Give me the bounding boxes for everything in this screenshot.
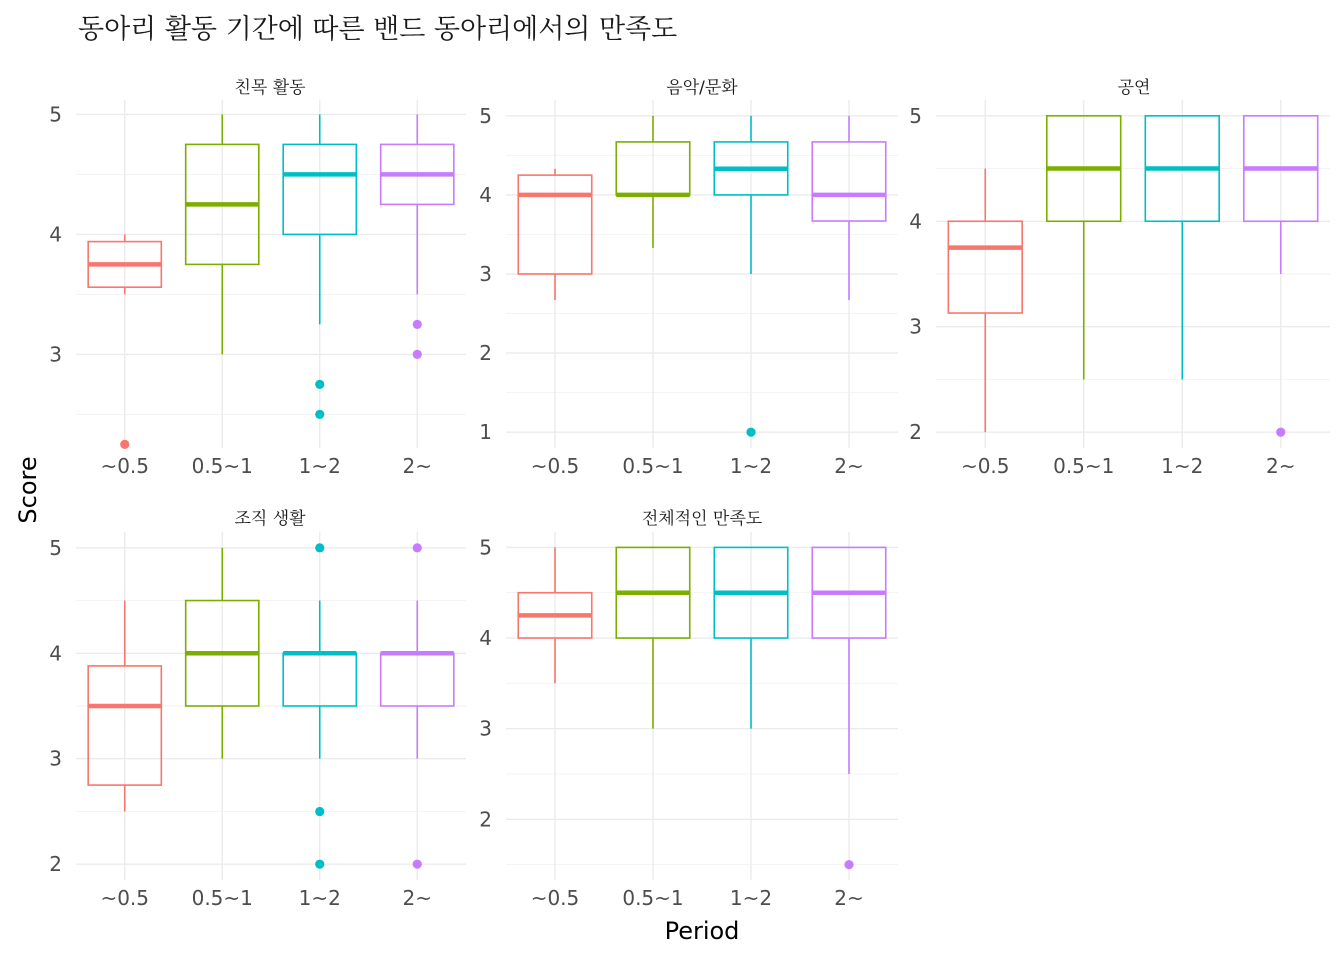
y-tick-label: 5	[479, 103, 492, 128]
y-tick-label: 5	[49, 102, 62, 127]
outlier-point	[844, 860, 853, 869]
facet-panel	[479, 508, 898, 910]
x-tick-label: 1~2	[298, 454, 341, 478]
outlier-point	[1276, 428, 1285, 437]
x-tick-label: 1~2	[1161, 454, 1204, 478]
x-axis-title: Period	[664, 917, 740, 945]
y-tick-label: 5	[479, 535, 492, 560]
x-tick-label: 1~2	[729, 454, 773, 478]
y-tick-label: 4	[49, 641, 62, 666]
x-tick-label: 0.5~1	[191, 886, 253, 910]
y-axis-title: Score	[14, 456, 42, 524]
x-tick-label: 2~	[834, 454, 864, 478]
x-tick-label: 2~	[402, 886, 432, 910]
x-tick-label: 2~	[402, 454, 432, 478]
y-tick-label: 4	[479, 626, 492, 651]
boxplot-0.5~1	[186, 548, 259, 759]
x-tick-label: ~0.5	[100, 886, 150, 910]
facet-panel	[49, 77, 466, 478]
y-tick-label: 3	[49, 342, 62, 367]
outlier-point	[413, 320, 422, 329]
facet-panel	[49, 508, 466, 910]
y-tick-label: 1	[479, 420, 492, 445]
y-tick-label: 4	[479, 182, 492, 207]
outlier-point	[315, 860, 324, 869]
x-tick-label: ~0.5	[530, 454, 580, 478]
facet-panel	[479, 77, 898, 478]
outlier-point	[315, 410, 324, 419]
x-tick-label: 0.5~1	[191, 454, 253, 478]
x-tick-label: 2~	[834, 886, 864, 910]
x-tick-label: 0.5~1	[622, 886, 684, 910]
outlier-point	[746, 428, 755, 437]
x-tick-label: 1~2	[298, 886, 341, 910]
panel-title: 공연	[1117, 78, 1151, 98]
panel-title: 조직 생활	[234, 509, 306, 529]
y-tick-label: 3	[909, 314, 922, 339]
outlier-point	[413, 350, 422, 359]
outlier-point	[120, 440, 129, 449]
y-tick-label: 3	[479, 716, 492, 741]
boxplot-~0.5	[518, 547, 592, 683]
y-tick-label: 2	[479, 341, 492, 366]
outlier-point	[413, 860, 422, 869]
x-tick-label: 0.5~1	[622, 454, 684, 478]
x-tick-label: ~0.5	[960, 454, 1010, 478]
facet-panel	[909, 77, 1330, 478]
outlier-point	[315, 380, 324, 389]
y-tick-label: 2	[909, 420, 922, 445]
x-tick-label: 1~2	[729, 886, 773, 910]
y-tick-label: 3	[479, 262, 492, 286]
y-tick-label: 2	[479, 807, 492, 832]
outlier-point	[315, 807, 324, 816]
y-tick-label: 5	[49, 535, 62, 560]
x-tick-label: 0.5~1	[1053, 454, 1115, 478]
panel-title: 음악/문화	[666, 78, 738, 98]
chart-title: 동아리 활동 기간에 따른 밴드 동아리에서의 만족도	[78, 14, 678, 45]
y-tick-label: 2	[49, 852, 62, 877]
panel-title: 전체적인 만족도	[641, 509, 763, 529]
outlier-point	[413, 543, 422, 552]
outlier-point	[315, 543, 324, 552]
y-tick-label: 5	[909, 103, 922, 128]
x-tick-label: ~0.5	[530, 886, 580, 910]
y-tick-label: 4	[49, 222, 62, 247]
x-tick-label: 2~	[1266, 454, 1296, 478]
panel-title: 친목 활동	[234, 78, 306, 98]
y-tick-label: 3	[49, 746, 62, 771]
x-tick-label: ~0.5	[100, 454, 150, 478]
y-tick-label: 4	[909, 209, 922, 234]
facet-panels	[49, 77, 1330, 910]
